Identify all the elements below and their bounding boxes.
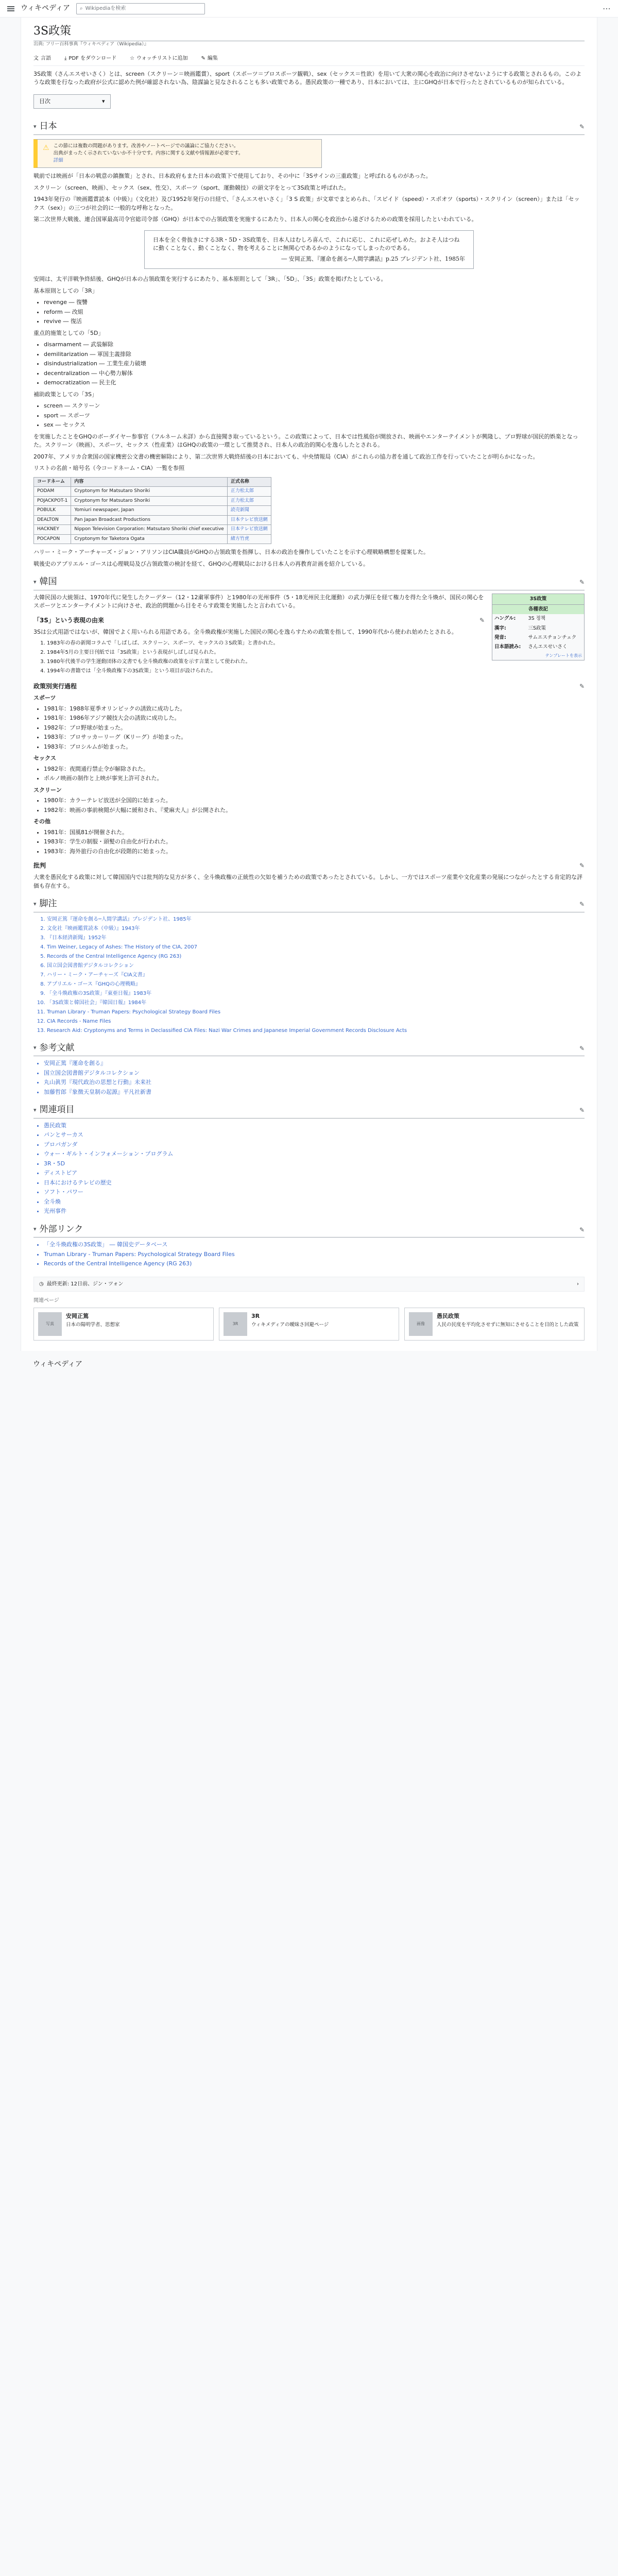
- list-item[interactable]: 3. 『日本経済新聞』1952年: [47, 934, 585, 942]
- infobox-label: 日本語読み:: [494, 644, 521, 650]
- search-input[interactable]: [76, 3, 205, 14]
- table-cell[interactable]: 日本テレビ放送網: [227, 525, 271, 535]
- list-item[interactable]: • 3R・5D: [44, 1160, 585, 1168]
- list-item[interactable]: • 加藤哲郎『象徴天皇制の起源』平凡社新書: [44, 1088, 585, 1097]
- table-cell: Cryptonym for Matsutaro Shoriki: [71, 487, 227, 497]
- list-item[interactable]: • 国立国会図書館デジタルコレクション: [44, 1069, 585, 1078]
- card-title: 3R: [251, 1312, 260, 1319]
- screen-list: [33, 796, 585, 815]
- last-edit-text: 最終更新: 12日前、ジン・ツォン: [46, 1281, 124, 1287]
- infobox-value: サムエスチョンチェク: [528, 634, 577, 640]
- list-item[interactable]: • Records of the Central Intelligence Agency (RG 263): [44, 1260, 585, 1268]
- list-item[interactable]: 12. CIA Records - Name Files: [47, 1018, 585, 1025]
- toc-toggle[interactable]: [33, 94, 111, 109]
- related-card[interactable]: [33, 1308, 214, 1341]
- list-item: • 1983年：プロシルムが始まった。: [44, 743, 585, 752]
- other-list: [33, 828, 585, 856]
- fiveD-list: [33, 341, 585, 387]
- chevron-down-icon: ▾: [33, 1226, 37, 1233]
- search-icon: ⌕: [80, 6, 83, 11]
- subheading-policy: 政策別実行過程 ✎: [33, 683, 585, 690]
- blockquote: [144, 230, 474, 269]
- list-item: • demilitarization ― 軍国主義排除: [44, 350, 585, 359]
- table-cell[interactable]: 正力松太郎: [227, 496, 271, 506]
- table-cell: Cryptonym for Matsutaro Shoriki: [71, 496, 227, 506]
- fiveD-label: 重点的施策としての「5D」: [33, 329, 104, 336]
- pencil-icon[interactable]: ✎: [579, 901, 585, 908]
- article: [21, 18, 597, 1351]
- table-row: [34, 515, 271, 525]
- list-item[interactable]: • Truman Library - Truman Papers: Psychological Strategy Board Files: [44, 1250, 585, 1259]
- korea-paragraph-2: 3Sは公式用語ではないが、韓国でよく用いられる用語である。全斗煥政権が実施した国民の関心を逸らすための政策を指して、1990年代から使われ始めたとされる。: [33, 628, 457, 635]
- more-icon[interactable]: ⋯: [603, 3, 611, 13]
- cryptonym-table: [33, 477, 271, 545]
- table-cell[interactable]: 緒方竹虎: [227, 534, 271, 544]
- subheading-screen: スクリーン: [33, 786, 62, 793]
- references-list: [33, 1059, 585, 1096]
- infobox-title: 3S政策: [492, 594, 584, 604]
- list-item[interactable]: • 愚民政策: [44, 1122, 585, 1130]
- card-title: 安岡正篤: [66, 1312, 89, 1319]
- pencil-icon[interactable]: ✎: [579, 862, 585, 870]
- table-header-row: [34, 477, 271, 487]
- related-pages-heading: 関連ページ: [33, 1297, 59, 1303]
- sport-list: [33, 705, 585, 752]
- list-item[interactable]: 9. 「全斗煥政権の3S政策」『東亜日報』1983年: [47, 990, 585, 997]
- list-item: • disindustrialization ― 工業生産力破壊: [44, 360, 585, 368]
- list-item[interactable]: • ウォー・ギルト・インフォメーション・プログラム: [44, 1150, 585, 1159]
- card-description: 日本の陽明学者、思想家: [66, 1322, 120, 1328]
- list-item: • 1983年：海外旅行の自由化が段階的に始まった。: [44, 848, 585, 856]
- list-item: • revive ― 復活: [44, 317, 585, 326]
- download-icon: ⤓: [64, 55, 67, 61]
- section-heading-notes[interactable]: ▾ 脚注 ✎: [33, 897, 585, 912]
- threeS-label: 補助政策としての「3S」: [33, 391, 97, 398]
- infobox-label: 発音:: [494, 634, 506, 640]
- list-item: • decentralization ― 中心勢力解体: [44, 369, 585, 378]
- list-item: • ポルノ映画の制作と上映が事実上許可された。: [44, 774, 585, 783]
- infobox-body: [492, 614, 584, 652]
- footer-logo: ウィキペディア: [33, 1360, 83, 1368]
- watch-button[interactable]: ☆ ウォッチリストに追加: [130, 55, 188, 61]
- star-icon: ☆: [130, 55, 135, 61]
- pencil-icon[interactable]: ✎: [579, 1107, 585, 1114]
- chevron-down-icon: ▾: [33, 123, 37, 130]
- card-thumbnail: 画像: [409, 1312, 433, 1336]
- list-item: • 1980年：カラーテレビ放送が全国的に始まった。: [44, 796, 585, 805]
- list-item: 2. 1984年5月の主要日刊紙では「3S政策」という表現がしばしば見られた。: [47, 649, 585, 656]
- section-heading-references[interactable]: ▾ 参考文献 ✎: [33, 1042, 585, 1057]
- last-edit-bar[interactable]: [33, 1277, 585, 1292]
- language-button[interactable]: 文 言語: [33, 55, 51, 61]
- infobox-template-link[interactable]: テンプレートを表示: [545, 653, 582, 658]
- related-card[interactable]: [219, 1308, 399, 1341]
- list-item: • 1981年：国風81が開催された。: [44, 828, 585, 837]
- subheading-sex: セックス: [33, 755, 56, 762]
- infobox: [492, 594, 585, 661]
- list-item: • sex ― セックス: [44, 421, 585, 430]
- threeS-list: [33, 402, 585, 430]
- table-cell[interactable]: 日本テレビ放送網: [227, 515, 271, 525]
- section-heading-japan[interactable]: ▾ 日本 ✎: [33, 120, 585, 135]
- table-caption: リストの名前・暗号名（今コードネーム・CIA）一覧を参照: [33, 465, 185, 472]
- japan-paragraph-5: 安岡は、太平洋戦争終結後、GHQが日本の占領政策を実行するにあたり、基本原則として「3R」、「5D」、「3S」政策を掲げたとしている。: [33, 276, 387, 283]
- section-heading-related[interactable]: ▾ 関連項目 ✎: [33, 1104, 585, 1118]
- section-heading-korea[interactable]: ▾ 韓国 ✎: [33, 575, 585, 590]
- infobox-label: 漢字:: [494, 625, 506, 631]
- list-item: • 1982年：夜間通行禁止令が解除された。: [44, 765, 585, 774]
- edit-button[interactable]: ✎ 編集: [201, 55, 218, 61]
- pencil-icon: ✎: [201, 55, 205, 61]
- notice-text-2: 出典がまったく示されていないか不十分です。内容に関する文献や情報源が必要です。: [53, 150, 244, 156]
- criticism-paragraph: 大衆を愚民化する政策に対して韓国国内では批判的な見方が多く、全斗煥政権の正統性の欠如を補うための政策であったとされている。しかし、一方ではスポーツ産業や文化産業の発展につながったとする肯定的な評価も存在する。: [33, 874, 583, 889]
- table-header-cell: 正式名称: [227, 477, 271, 487]
- card-thumbnail: 写真: [38, 1312, 62, 1336]
- quote-source: ― 安岡正篤、『運命を創る─人間学講話』p.25 プレジデント社、1985年: [281, 255, 465, 262]
- tagline: 出典: フリー百科事典『ウィキペディア（Wikipedia）』: [33, 42, 149, 47]
- list-item[interactable]: • 丸山眞男『現代政治の思想と行動』未来社: [44, 1078, 585, 1087]
- list-item: • sport ― スポーツ: [44, 412, 585, 420]
- history-icon: ◷: [39, 1281, 44, 1287]
- pencil-icon[interactable]: ✎: [579, 123, 585, 130]
- maintenance-notice: [33, 139, 322, 168]
- table-cell: Yomiuri newspaper, Japan: [71, 506, 227, 516]
- japan-paragraph-9: 戦後史のアプリエル・ゴースは心理戦局及び占領政策の検討を経て、GHQの心理戦局における日本人の再教育計画を紹介している。: [33, 560, 369, 567]
- table-row: [34, 534, 271, 544]
- table-cell: DEALTON: [34, 515, 71, 525]
- list-item[interactable]: 13. Research Aid: Cryptonyms and Terms in Declassified CIA Files: Nazi War Crimes and Japanese Imperial Government Records Disclosure Acts: [47, 1027, 585, 1035]
- list-item: 4. 1994年の書籍では「全斗煥政権下の3S政策」という項目が設けられた。: [47, 667, 585, 675]
- table-cell[interactable]: 正力松太郎: [227, 487, 271, 497]
- site-logo[interactable]: ウィキペディア: [21, 4, 71, 12]
- list-item: • 1981年：1988年夏季オリンピックの誘致に成功した。: [44, 705, 585, 714]
- list-item: • democratization ― 民主化: [44, 379, 585, 387]
- list-item[interactable]: • ソフト・パワー: [44, 1188, 585, 1197]
- japan-paragraph-1: 戦前では映画が「日本の戦意の鎮撫策」とされ、日本政府もまた日本の政策下で使用しており、その中に「3Sサインの三重政策」と呼ばれるものがあった。: [33, 173, 432, 180]
- warning-icon: ⚠: [43, 143, 49, 152]
- list-item[interactable]: • 安岡正篤『運命を創る』: [44, 1059, 585, 1068]
- chevron-down-icon: ▾: [33, 1044, 37, 1052]
- japan-paragraph-7: 2007年、アメリカ合衆国の国家機密公文書の機密解除により、第二次世界大戦終結後の日本においても、中央情報局（CIA）がこれらの協力者を通して政治工作を行っていたことが明らかになった。: [33, 453, 539, 460]
- japan-paragraph-3: 1943年発行の『映画鑑賞読本（中級）』（文化社）及び1952年発行の日経で、「さんエスせいさく」「3 S 政策」が文章でまとめられ、「スピイド（speed）・スポオツ（sports）・スクリイン（screen）」または「セックス（sex）」の三つが社会的に一般的な呼称となった。: [33, 196, 580, 211]
- card-description: 人民の民度を平均化させずに無知にさせることを目的とした政策: [437, 1322, 579, 1328]
- table-row: [34, 487, 271, 497]
- infobox-row: [492, 633, 584, 642]
- quote-text: 日本を全く骨抜きにする3R・5D・3S政策を、日本人はむしろ喜んで、これに応じ、これに応ぜしめた。およそ人はつねに動くことなく、動くことなく、物を考えることに無関心であるかのようになってしまったのである。: [153, 236, 460, 252]
- korea-paragraph-1: 大韓民国の大統領は、1970年代に発生したクーデター（12・12粛軍事件）と1980年の光州事件（5・18光州民主化運動）の武力弾圧を経て権力を得た全斗煥が、国民の関心をスポーツとエンターテイメントに向けさせ、政治的問題から目をそらす政策を実施したと言われている。: [33, 594, 484, 609]
- intro-paragraph: 3S政策（さんエスせいさく）とは、screen（スクリーン＝映画鑑賞）、sport（スポーツ＝プロスポーツ観戦）、sex（セックス＝性欲）を用いて大衆の関心を政治に向けさせないようにする政策とされるもの。このような政策を行なった政府が公式に認めた例が確認されない為、陰謀論と見なされることも多い政策である。愚民政策の一種であり、日本においては、主にGHQが日本で行ったとされているものが知られている。: [33, 70, 581, 86]
- notice-more-link[interactable]: 詳細: [53, 158, 63, 163]
- top-bar: [0, 0, 618, 18]
- list-item[interactable]: • ディストピア: [44, 1169, 585, 1178]
- threeR-list: [33, 298, 585, 326]
- table-row: [34, 506, 271, 516]
- table-cell: Nippon Television Corporation: Matsutaro Shoriki chief executive: [71, 525, 227, 535]
- notes-list: [33, 916, 585, 1035]
- card-thumbnail: 3R: [224, 1312, 247, 1336]
- infobox-value: 3S 정책: [528, 616, 545, 622]
- related-list: [33, 1122, 585, 1216]
- table-header-cell: コードネーム: [34, 477, 71, 487]
- related-pages: [33, 1308, 585, 1341]
- infobox-row: [492, 624, 584, 633]
- infobox-subtitle: 各種表記: [492, 604, 584, 614]
- table-cell: Pan Japan Broadcast Productions: [71, 515, 227, 525]
- list-item[interactable]: 2. 文化社『映画鑑賞読本（中級）』1943年: [47, 925, 585, 933]
- toc-label: 目次: [39, 97, 50, 105]
- external-links-list: [33, 1241, 585, 1268]
- korea-section: [33, 594, 585, 677]
- list-item[interactable]: 6. 国立国会図書館デジタルコレクション: [47, 962, 585, 970]
- threeR-label: 基本原則としての「3R」: [33, 287, 98, 294]
- japan-paragraph-4: 第二次世界大戦後、連合国軍最高司令官総司令部（GHQ）が日本での占領政策を実施するにあたり、日本人の関心を政治から遠ざけるための政策を採用したといわれている。: [33, 216, 477, 223]
- sex-list: [33, 765, 585, 783]
- table-body: [34, 487, 271, 544]
- pencil-icon[interactable]: ✎: [579, 1044, 585, 1052]
- list-item: • reform ― 改組: [44, 308, 585, 317]
- chevron-right-icon: ›: [577, 1281, 579, 1287]
- japan-paragraph-2: スクリーン（screen、映画）、セックス（sex、性交）、スポーツ（sport、運動競技）の頭文字をとって3S政策と呼ばれた。: [33, 184, 350, 191]
- pencil-icon[interactable]: ✎: [579, 683, 585, 690]
- chevron-down-icon: ▾: [33, 900, 37, 907]
- list-item: • screen ― スクリーン: [44, 402, 585, 411]
- infobox-value: さんエスせいさく: [528, 644, 568, 650]
- table-header-cell: 内容: [71, 477, 227, 487]
- table-cell: POCAPON: [34, 534, 71, 544]
- card-title: 愚民政策: [437, 1312, 459, 1319]
- card-description: ウィキメディアの曖昧さ回避ページ: [251, 1322, 329, 1328]
- table-cell: POJACKPOT-1: [34, 496, 71, 506]
- list-item: 1. 1983年の春の新聞コラムで「しばしば、スクリーン、スポーツ、セックスの３S政策」と書かれた。: [47, 639, 585, 647]
- chevron-down-icon: ▾: [33, 578, 37, 585]
- infobox-value: 三S政策: [528, 625, 546, 631]
- related-card[interactable]: [404, 1308, 585, 1341]
- list-item[interactable]: • プロパガンダ: [44, 1141, 585, 1149]
- table-row: [34, 525, 271, 535]
- user-tools: [603, 3, 611, 15]
- list-item[interactable]: • 日本におけるテレビの歴史: [44, 1179, 585, 1188]
- infobox-row: [492, 642, 584, 652]
- table-cell[interactable]: 読売新聞: [227, 506, 271, 516]
- chevron-down-icon: ▾: [33, 1106, 37, 1113]
- section-heading-external[interactable]: ▾ 外部リンク ✎: [33, 1223, 585, 1238]
- language-icon: 文: [33, 55, 39, 61]
- list-item[interactable]: 5. Records of the Central Intelligence Agency (RG 263): [47, 953, 585, 960]
- list-item: • 1983年：学生の制服・頭髪の自由化が行われた。: [44, 838, 585, 846]
- list-item[interactable]: 4. Tim Weiner, Legacy of Ashes: The History of the CIA, 2007: [47, 943, 585, 951]
- menu-icon[interactable]: [7, 6, 14, 11]
- article-toolbar: [33, 53, 585, 66]
- list-item: • disarmament ― 武装解除: [44, 341, 585, 349]
- table-cell: POBULK: [34, 506, 71, 516]
- list-item[interactable]: 8. アプリエル・ゴース『GHQの心理戦略』: [47, 980, 585, 988]
- list-item: • 1982年：映画の事前検閲が大幅に緩和され、『愛麻夫人』が公開された。: [44, 806, 585, 815]
- list-item: • 1981年：1986年アジア競技大会の誘致に成功した。: [44, 714, 585, 723]
- list-item: 3. 1980年代後半の学生運動団体の文書でも全斗煥政権の政策を示す言葉として使われた。: [47, 658, 585, 666]
- table-row: [34, 496, 271, 506]
- japan-paragraph-8: ハリー・ミーク・アーチャーズ・ジョン・アリソンはCIA職員がGHQの占領政策を指揮し、日本の政治を操作していたことを示す心理戦略構想を提案した。: [33, 549, 430, 556]
- chevron-down-icon: ▾: [102, 97, 105, 105]
- subheading-origin: 「3S」という表現の由来 ✎: [33, 616, 485, 624]
- list-item[interactable]: 1. 安岡正篤『運命を創る─人間学講話』プレジデント社、1985年: [47, 916, 585, 923]
- subheading-sport: スポーツ: [33, 694, 56, 702]
- list-item[interactable]: • パンとサーカス: [44, 1131, 585, 1140]
- infobox-row: [492, 614, 584, 623]
- japan-paragraph-6: を実施したことをGHQのボーダイヤー参事官（フルネーム未詳）から直接聞き取っているという。この政策によって、日本では性風俗が開放され、映画やエンターテイメントが興隆し、プロ野球が国民的娯楽となった。スクリーン（映画）、スポーツ、セックス（性産業）はGHQの政策の一環として推奨され、日本人の政治的関心を逸らしたとされる。: [33, 433, 578, 449]
- list-item: • revenge ― 復讐: [44, 298, 585, 307]
- list-item[interactable]: 7. ハリー・ミーク・アーチャーズ『CIA文書』: [47, 971, 585, 979]
- list-item[interactable]: • 「全斗煥政権の3S政策」 ― 韓国史データベース: [44, 1241, 585, 1249]
- pencil-icon[interactable]: ✎: [579, 1226, 585, 1233]
- search-placeholder: Wikipediaを検索: [85, 6, 126, 11]
- list-item[interactable]: 10. 「3S政策と韓国社会」『韓国日報』1984年: [47, 999, 585, 1007]
- table-cell: Cryptonym for Taketora Ogata: [71, 534, 227, 544]
- list-item[interactable]: • 全斗煥: [44, 1198, 585, 1207]
- pencil-icon[interactable]: ✎: [479, 616, 485, 624]
- list-item: • 1983年：プロサッカーリーグ（Kリーグ）が始まった。: [44, 733, 585, 742]
- list-item[interactable]: 11. Truman Library - Truman Papers: Psychological Strategy Board Files: [47, 1008, 585, 1016]
- list-item[interactable]: • 光州事件: [44, 1207, 585, 1216]
- infobox-label: ハングル:: [494, 616, 516, 622]
- notice-text-1: この節には複数の問題があります。改善やノートページでの議論にご協力ください。: [53, 143, 239, 149]
- page-title: 3S政策: [33, 23, 585, 41]
- table-cell: PODAM: [34, 487, 71, 497]
- pencil-icon[interactable]: ✎: [579, 579, 585, 586]
- subheading-other: その他: [33, 818, 50, 825]
- pdf-button[interactable]: ⤓ PDF をダウンロード: [64, 55, 117, 61]
- list-item: • 1982年：プロ野球が始まった。: [44, 724, 585, 733]
- subheading-criticism: 批判 ✎: [33, 862, 585, 870]
- table-cell: HACKNEY: [34, 525, 71, 535]
